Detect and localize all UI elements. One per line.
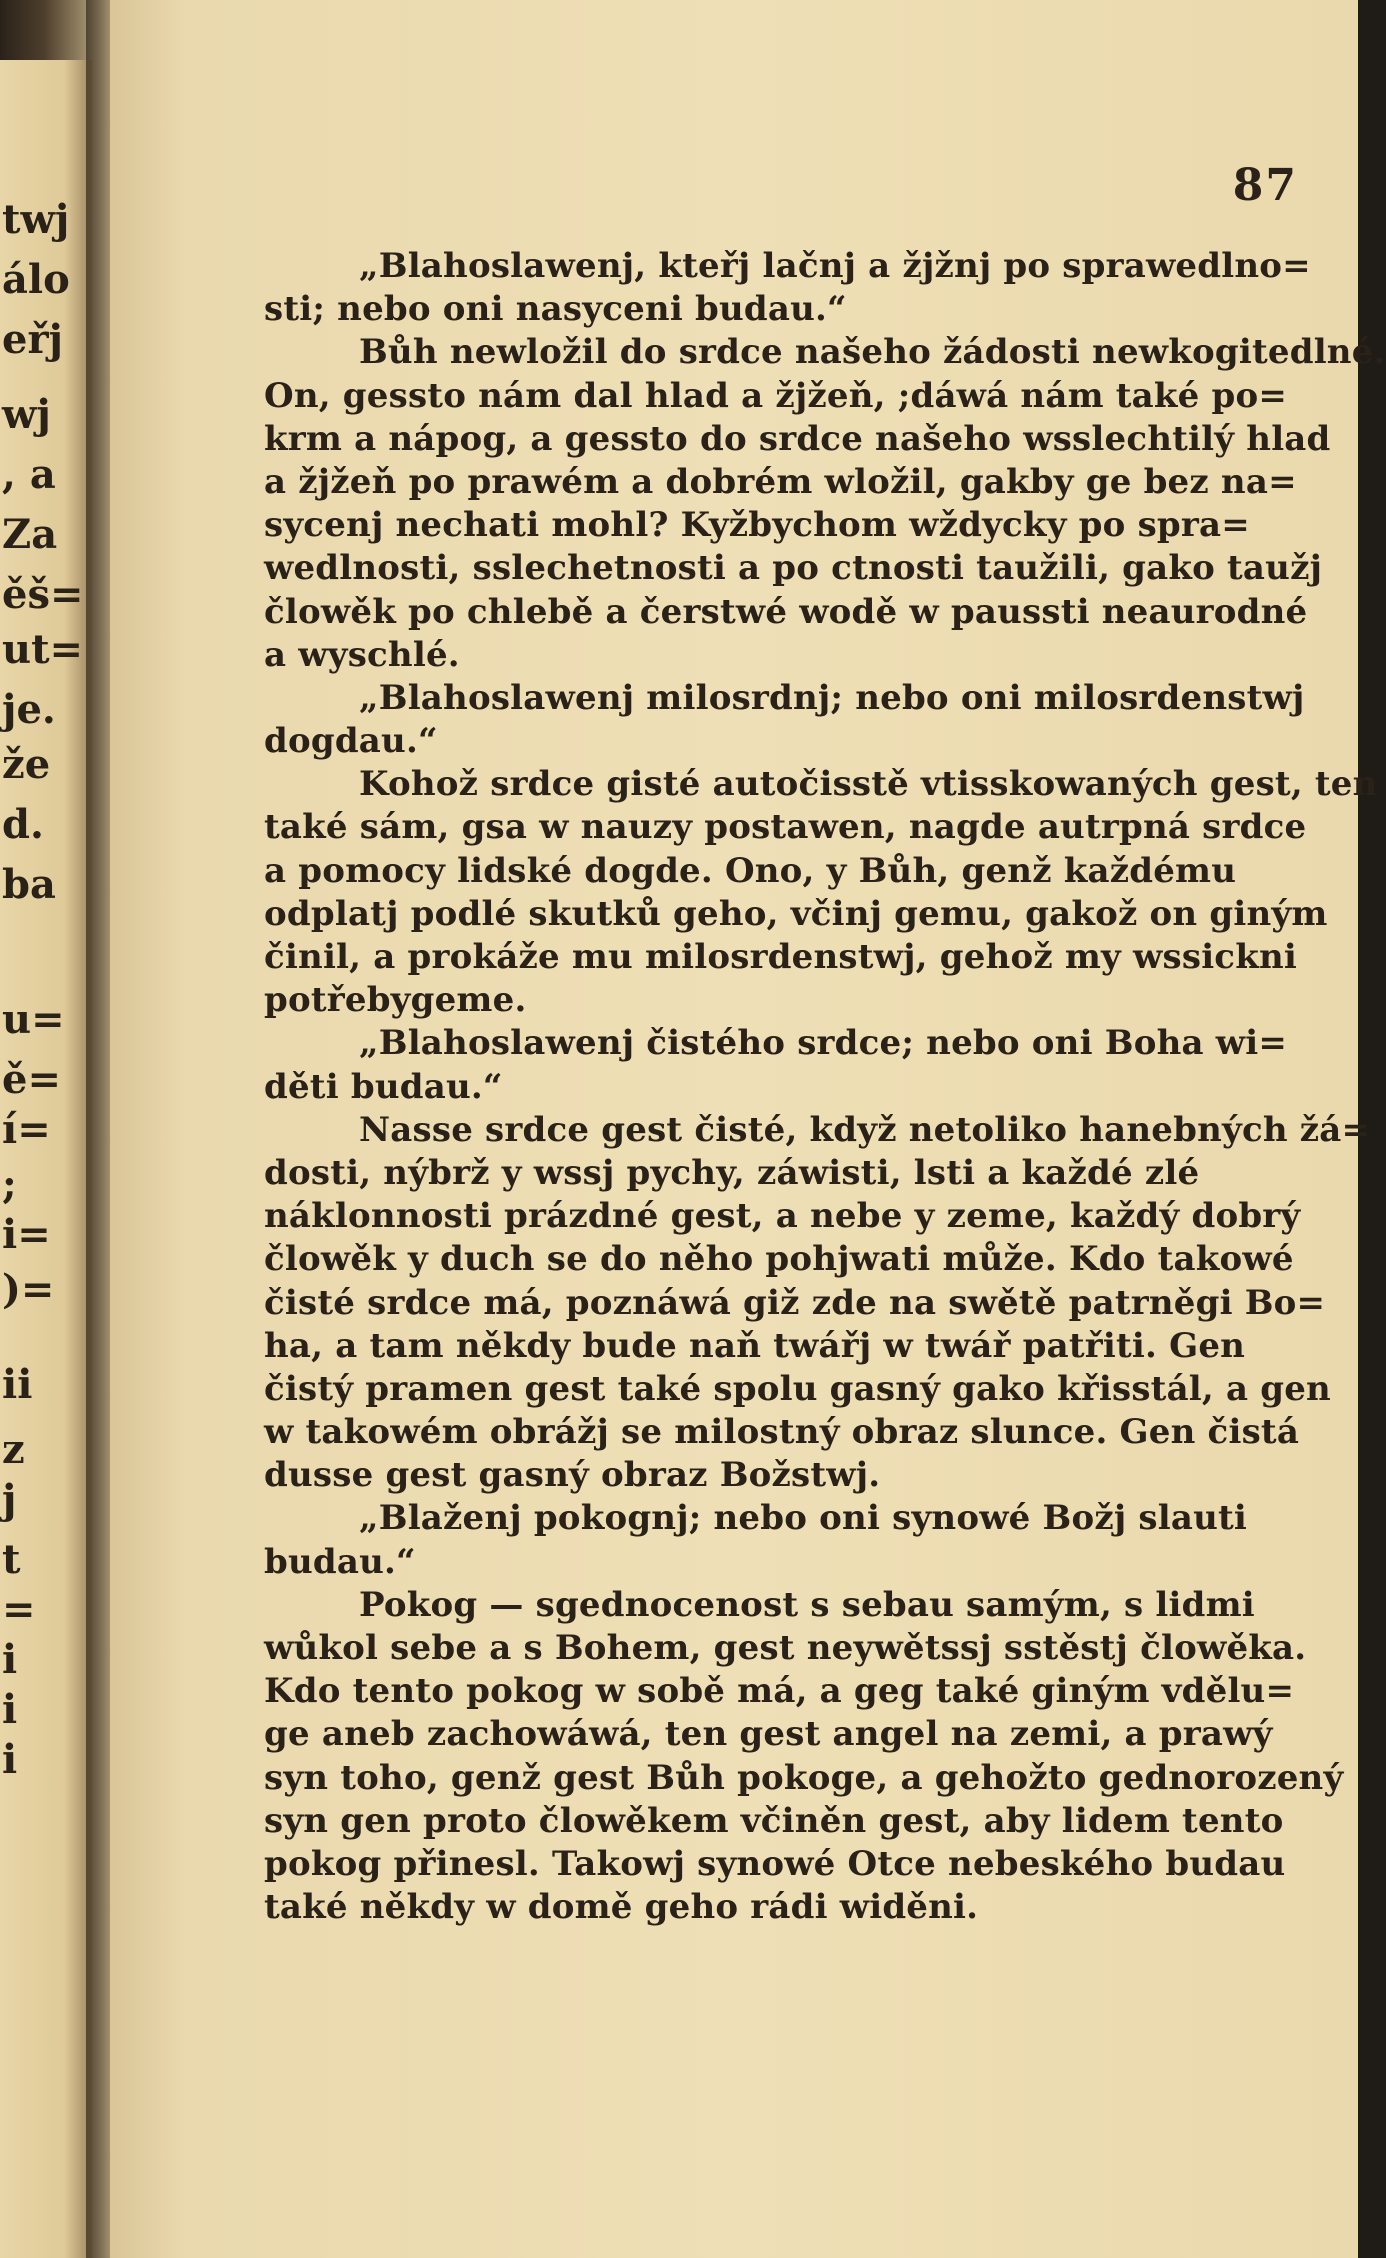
facing-page-fragment: ba xyxy=(2,861,56,908)
facing-page-fragment: i= xyxy=(2,1211,51,1258)
facing-page-fragment: i xyxy=(2,1736,18,1783)
text-line: činil, a prokáže mu milosrdenstwj, gehož my wssickni xyxy=(264,937,1298,977)
text-line: dusse gest gasný obraz Božstwj. xyxy=(264,1455,881,1496)
facing-page-fragment: t xyxy=(2,1536,21,1583)
facing-page-fragment: álo xyxy=(2,256,70,303)
facing-page-fragment: z xyxy=(2,1426,25,1473)
text-line: a pomocy lidské dogde. Ono, y Bůh, genž každému xyxy=(264,850,1237,891)
text-line: Pokog — sgednocenost s sebau samým, s lidmi xyxy=(359,1584,1255,1625)
text-line: čistý pramen gest také spolu gasný gako křisstál, a gen xyxy=(264,1368,1331,1409)
facing-page-fragment: twj xyxy=(2,196,70,243)
facing-page-fragment: i xyxy=(2,1686,18,1733)
facing-page-fragment: je. xyxy=(2,686,56,733)
facing-page-fragment: ; xyxy=(2,1161,17,1208)
text-line: náklonnosti prázdné gest, a nebe y zeme, každý dobrý xyxy=(264,1196,1301,1237)
facing-page-fragment: j xyxy=(2,1476,17,1523)
facing-page-fragment: , a xyxy=(2,451,56,498)
text-line: a žjžeň po prawém a dobrém wložil, gakby ge bez na= xyxy=(264,461,1297,502)
text-line: dogdau.“ xyxy=(264,721,438,762)
text-line: wedlnosti, sslechetnosti a po ctnosti taužili, gako taužj xyxy=(264,548,1323,589)
page-number: 87 xyxy=(1232,160,1298,211)
text-line: a wyschlé. xyxy=(264,634,460,675)
text-line: také někdy w domě geho rádi widěni. xyxy=(264,1887,979,1928)
text-line: syn gen proto člowěkem včiněn gest, aby lidem tento xyxy=(264,1800,1284,1841)
text-line: w takowém obrážj se milostný obraz slunce. Gen čistá xyxy=(264,1412,1300,1453)
facing-page-fragment: ii xyxy=(2,1361,33,1408)
facing-page-fragment: í= xyxy=(2,1106,51,1153)
facing-page-fragment: )= xyxy=(2,1266,55,1313)
text-line: sti; nebo oni nasyceni budau.“ xyxy=(264,289,847,330)
text-line: děti budau.“ xyxy=(264,1066,503,1107)
facing-page-fragment: Za xyxy=(2,511,58,558)
text-line: krm a nápog, a gessto do srdce našeho wsslechtilý hlad xyxy=(264,418,1331,459)
text-line: Kdo tento pokog w sobě má, a geg také giným vdělu= xyxy=(264,1671,1295,1712)
facing-page-fragment: = xyxy=(2,1586,36,1633)
text-line: také sám, gsa w nauzy postawen, nagde autrpná srdce xyxy=(264,807,1307,848)
text-line: ge aneb zachowáwá, ten gest angel na zemi, a prawý xyxy=(264,1714,1273,1755)
facing-page-fragment: že xyxy=(2,741,51,788)
text-line: „Blahoslawenj milosrdnj; nebo oni milosrdenstwj xyxy=(359,677,1305,718)
facing-page-fragment: wj xyxy=(2,391,51,438)
right-page xyxy=(110,0,1386,2258)
text-line: sycenj nechati mohl? Kyžbychom wždycky po spra= xyxy=(264,505,1250,546)
facing-page-fragment: i xyxy=(2,1636,18,1683)
text-line: člowěk po chlebě a čerstwé wodě w paussti neaurodné xyxy=(264,591,1308,632)
text-line: „Blaženj pokognj; nebo oni synowé Božj slauti xyxy=(359,1498,1248,1539)
text-line: dosti, nýbrž y wssj pychy, záwisti, lsti a každé zlé xyxy=(264,1152,1200,1193)
text-line: člowěk y duch se do něho pohjwati může. Kdo takowé xyxy=(264,1239,1294,1280)
text-line: pokog přinesl. Takowj synowé Otce nebeského budau xyxy=(264,1843,1286,1884)
text-line: Bůh newložil do srdce našeho žádosti newkogitedlné. xyxy=(359,332,1386,373)
text-line: odplatj podlé skutků geho, včinj gemu, gakož on giným xyxy=(264,893,1328,934)
text-line: Kohož srdce gisté autočisstě vtisskowaných gest, ten xyxy=(359,764,1378,805)
facing-page-fragment: ě= xyxy=(2,1056,61,1103)
text-line: potřebygeme. xyxy=(264,980,527,1021)
text-line: wůkol sebe a s Bohem, gest neywětssj sstěstj člowěka. xyxy=(264,1628,1307,1668)
text-line: „Blahoslawenj, kteřj lačnj a žjžnj po sprawedlno= xyxy=(359,246,1311,286)
text-line: budau.“ xyxy=(264,1541,416,1582)
text-line: Nasse srdce gest čisté, když netoliko hanebných žá= xyxy=(359,1109,1371,1150)
facing-page-fragment: ěš= xyxy=(2,571,84,618)
facing-page-fragment: ut= xyxy=(2,626,84,673)
text-line: „Blahoslawenj čistého srdce; nebo oni Boha wi= xyxy=(359,1023,1288,1064)
text-line: syn toho, genž gest Bůh pokoge, a gehožto gednorozený xyxy=(264,1757,1344,1798)
body-text xyxy=(264,245,1386,1929)
facing-page-edge xyxy=(0,60,92,2258)
text-line: ha, a tam někdy bude naň twářj w twář patřiti. Gen xyxy=(264,1325,1246,1366)
facing-page-fragment: d. xyxy=(2,801,44,848)
facing-page-fragment: eřj xyxy=(2,316,63,363)
text-line: On, gessto nám dal hlad a žjžeň, ;dáwá nám také po= xyxy=(264,375,1288,416)
text-line: čisté srdce má, poznáwá giž zde na swětě patrněgi Bo= xyxy=(264,1282,1326,1323)
facing-page-fragment: u= xyxy=(2,996,65,1043)
